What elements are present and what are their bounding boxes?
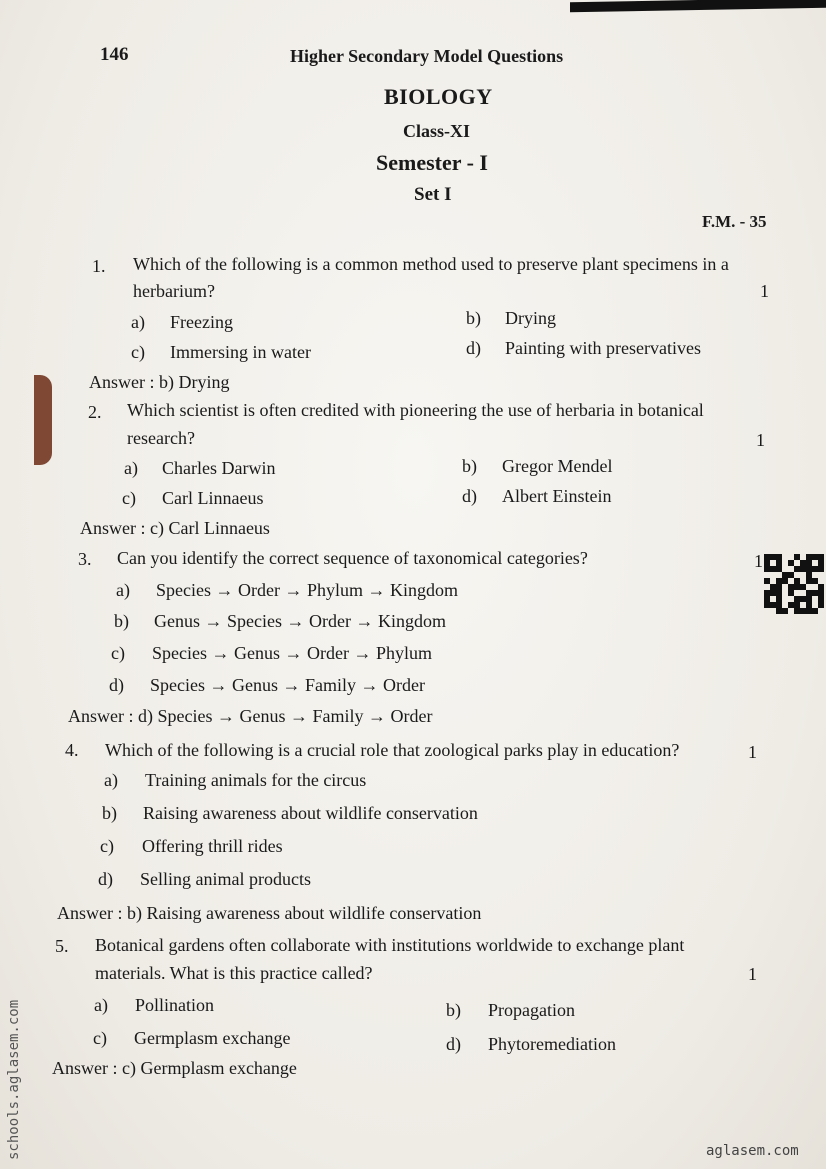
option-text: Freezing	[170, 312, 233, 332]
question-marks: 1	[756, 430, 765, 450]
question-marks: 1	[754, 551, 763, 571]
question-text: Botanical gardens often collaborate with institutions worldwide to exchange plant	[95, 935, 685, 955]
option-key: b)	[102, 803, 117, 823]
option-key: a)	[94, 995, 108, 1015]
question-number: 5.	[55, 936, 69, 956]
class-label: Class-XI	[403, 121, 471, 141]
answer-text: Answer : c) Carl Linnaeus	[80, 518, 270, 538]
option-key: b)	[446, 1000, 461, 1020]
option-text: Drying	[505, 308, 556, 328]
option-text: Charles Darwin	[162, 458, 276, 478]
question-text-cont: materials. What is this practice called?	[95, 963, 373, 983]
answer-text: Answer : b) Raising awareness about wildlife conservation	[57, 903, 482, 923]
option-text: Propagation	[488, 1000, 575, 1020]
side-watermark: schools.aglasem.com	[6, 999, 22, 1160]
option-text: Pollination	[135, 995, 215, 1015]
question-number: 1.	[92, 256, 106, 276]
binding-mark	[34, 375, 52, 465]
option-text: Immersing in water	[170, 342, 311, 362]
set-label: Set I	[414, 184, 452, 205]
option-text: Raising awareness about wildlife conservation	[143, 803, 478, 823]
page-number: 146	[100, 44, 129, 65]
option-text: Albert Einstein	[502, 486, 612, 506]
full-marks: F.M. - 35	[702, 212, 767, 231]
semester-label: Semester - I	[376, 150, 488, 175]
option-text: Phytoremediation	[488, 1034, 616, 1054]
option-key: a)	[116, 580, 130, 600]
book-header: Higher Secondary Model Questions	[290, 46, 564, 66]
question-marks: 1	[760, 281, 769, 301]
option-key: a)	[104, 770, 118, 790]
option-key: b)	[462, 456, 477, 476]
subject-title: BIOLOGY	[384, 84, 493, 109]
option-key: d)	[109, 675, 124, 695]
option-text: Selling animal products	[140, 869, 311, 889]
question-text: Can you identify the correct sequence of taxonomical categories?	[117, 548, 588, 568]
option-key: c)	[122, 488, 136, 508]
option-key: c)	[93, 1028, 107, 1048]
option-key: c)	[111, 643, 125, 663]
option-text: Species → Order → Phylum → Kingdom	[156, 580, 458, 600]
bottom-watermark: aglasem.com	[706, 1143, 799, 1159]
question-text: Which scientist is often credited with pioneering the use of herbaria in botanical	[127, 400, 704, 420]
option-text: Germplasm exchange	[134, 1028, 291, 1048]
option-text: Offering thrill rides	[142, 836, 283, 856]
question-text-cont: research?	[127, 428, 195, 448]
option-key: a)	[131, 312, 145, 332]
question-text: Which of the following is a crucial role that zoological parks play in education?	[105, 740, 680, 760]
question-number: 4.	[65, 740, 79, 760]
option-key: c)	[131, 342, 145, 362]
option-key: b)	[114, 611, 129, 631]
option-text: Gregor Mendel	[502, 456, 613, 476]
option-text: Carl Linnaeus	[162, 488, 264, 508]
option-text: Genus → Species → Order → Kingdom	[154, 611, 446, 631]
answer-text: Answer : c) Germplasm exchange	[52, 1058, 297, 1078]
option-key: b)	[466, 308, 481, 328]
question-text-cont: herbarium?	[133, 281, 215, 301]
option-text: Training animals for the circus	[145, 770, 367, 790]
option-key: d)	[98, 869, 113, 889]
question-number: 2.	[88, 402, 102, 422]
option-key: c)	[100, 836, 114, 856]
question-marks: 1	[748, 742, 757, 762]
answer-text: Answer : d) Species → Genus → Family → Order	[68, 706, 433, 726]
option-text: Painting with preservatives	[505, 338, 701, 358]
answer-text: Answer : b) Drying	[89, 372, 230, 392]
option-key: d)	[462, 486, 477, 506]
question-marks: 1	[748, 964, 757, 984]
option-text: Species → Genus → Family → Order	[150, 675, 425, 695]
option-key: a)	[124, 458, 138, 478]
question-number: 3.	[78, 549, 92, 569]
qr-code	[764, 554, 824, 614]
option-key: d)	[446, 1034, 461, 1054]
question-text: Which of the following is a common method used to preserve plant specimens in a	[133, 254, 729, 274]
option-text: Species → Genus → Order → Phylum	[152, 643, 432, 663]
option-key: d)	[466, 338, 481, 358]
